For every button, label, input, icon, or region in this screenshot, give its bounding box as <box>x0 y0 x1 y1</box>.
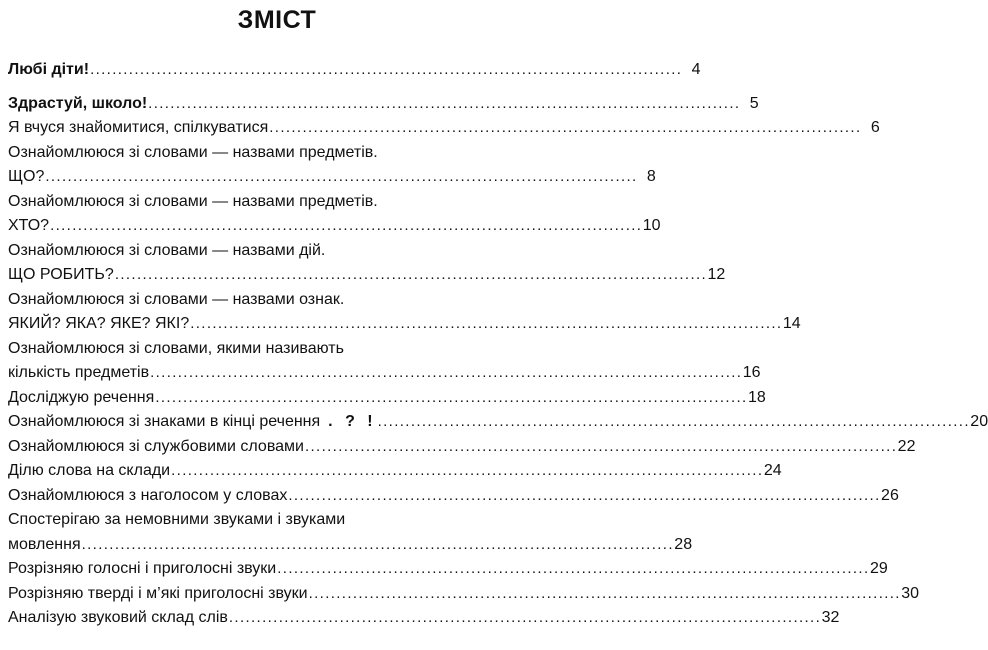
toc-entry-text: Ділю слова на склади <box>8 462 171 479</box>
toc-entry-text: Досліджую речення <box>8 388 155 406</box>
toc-entry-text: ЩО РОБИТЬ? <box>8 266 114 283</box>
page-number: 4 <box>691 61 701 78</box>
toc-entry-line <box>8 214 661 239</box>
toc-entry-line <box>8 263 726 288</box>
toc-entry-text: мовлення <box>8 535 81 553</box>
toc-entry-line <box>8 410 988 435</box>
page-number: 16 <box>742 364 761 381</box>
toc-entry-line <box>8 386 766 411</box>
toc-entry-line <box>8 435 916 460</box>
dot-leader <box>148 92 737 117</box>
toc-entry-line <box>8 165 656 190</box>
toc-entry-text: Ознайомлююся зі знаками в кінці речення <box>8 413 321 430</box>
toc-entry-line <box>8 459 782 484</box>
toc-entry-text: Любі діти! <box>8 61 90 78</box>
page-number: 30 <box>901 584 920 602</box>
page-title: ЗМІСТ <box>237 6 317 34</box>
page-number: 12 <box>707 266 726 283</box>
toc-entry-line <box>8 239 549 264</box>
page-number: 20 <box>970 413 988 430</box>
toc-entry-line <box>8 141 549 166</box>
dot-leader <box>90 58 679 83</box>
toc-entry-line <box>8 92 759 117</box>
toc-entry-text: кількість предметів <box>8 364 150 381</box>
toc-entry-text: Ознайомлююся з наголосом у словах <box>8 486 288 504</box>
toc-entry-line <box>8 361 761 386</box>
dot-leader <box>171 459 760 484</box>
toc-entry-line <box>8 533 693 558</box>
toc-entry-text: Аналізую звуковий склад слів <box>8 609 228 626</box>
page-number: 8 <box>646 168 656 185</box>
page-number: 10 <box>642 217 661 234</box>
toc-entry-text: ЯКИЙ? ЯКА? ЯКЕ? ЯКІ? <box>8 315 190 332</box>
dot-leader <box>288 484 877 509</box>
toc-entry-line <box>8 190 549 215</box>
toc-entry-text: Ознайомлююся зі словами — назвами ознак. <box>8 290 345 308</box>
toc-entry-line <box>8 508 549 533</box>
page-number: 14 <box>782 315 801 332</box>
page-number: 5 <box>749 94 759 112</box>
dot-leader <box>115 263 704 288</box>
toc-entry-text: ЩО? <box>8 168 45 185</box>
page-number: 18 <box>748 388 766 406</box>
page-number: 29 <box>869 560 888 577</box>
toc-entry-text: Спостерігаю за немовними звуками і звуками <box>8 511 346 528</box>
page-number: 26 <box>881 486 899 504</box>
dot-leader <box>82 533 671 558</box>
dot-leader <box>50 214 639 239</box>
toc-entry-text: Розрізняю голосні і приголосні звуки <box>8 560 277 577</box>
dot-leader <box>277 557 866 582</box>
toc-entry-text: Ознайомлююся зі словами — назвами предметів. <box>8 192 378 210</box>
toc-entry-line <box>8 116 880 141</box>
toc-entry-text: Ознайомлююся зі словами, якими називають <box>8 339 344 357</box>
toc-entry-line <box>8 337 549 362</box>
toc-entry-text: Ознайомлююся зі словами — назвами предметів. <box>8 143 378 161</box>
page-number: 22 <box>897 437 916 455</box>
dot-leader <box>229 606 818 631</box>
toc-entry-text: Здрастуй, школо! <box>8 94 148 112</box>
page-number: 28 <box>674 535 693 553</box>
dot-leader <box>190 312 779 337</box>
toc-entry-line <box>8 484 899 509</box>
toc-entry-line <box>8 288 549 313</box>
dot-leader <box>45 165 634 190</box>
toc-entry-text: Я вчуся знайомитися, спілкуватися <box>8 119 269 136</box>
dot-leader <box>309 582 898 607</box>
toc-entry-line <box>8 582 920 607</box>
toc-entry-line <box>8 557 888 582</box>
table-of-contents <box>8 58 988 631</box>
page-number: 24 <box>763 462 782 479</box>
toc-entry-line <box>8 606 840 631</box>
toc-entry-text: ХТО? <box>8 217 50 234</box>
dot-leader <box>155 386 744 411</box>
dot-leader <box>305 435 894 460</box>
dot-leader <box>378 410 967 435</box>
punctuation-marks: . ? ! <box>328 413 377 430</box>
toc-entry-line <box>8 58 701 83</box>
toc-entry-text: Розрізняю тверді і м’які приголосні звуки <box>8 584 308 602</box>
toc-entry-text: Ознайомлююся зі службовими словами <box>8 437 304 455</box>
dot-leader <box>269 116 858 141</box>
page-number: 32 <box>821 609 840 626</box>
page-number: 6 <box>870 119 880 136</box>
toc-entry-text: Ознайомлююся зі словами — назвами дій. <box>8 241 326 259</box>
dot-leader <box>150 361 739 386</box>
toc-entry-line <box>8 312 801 337</box>
